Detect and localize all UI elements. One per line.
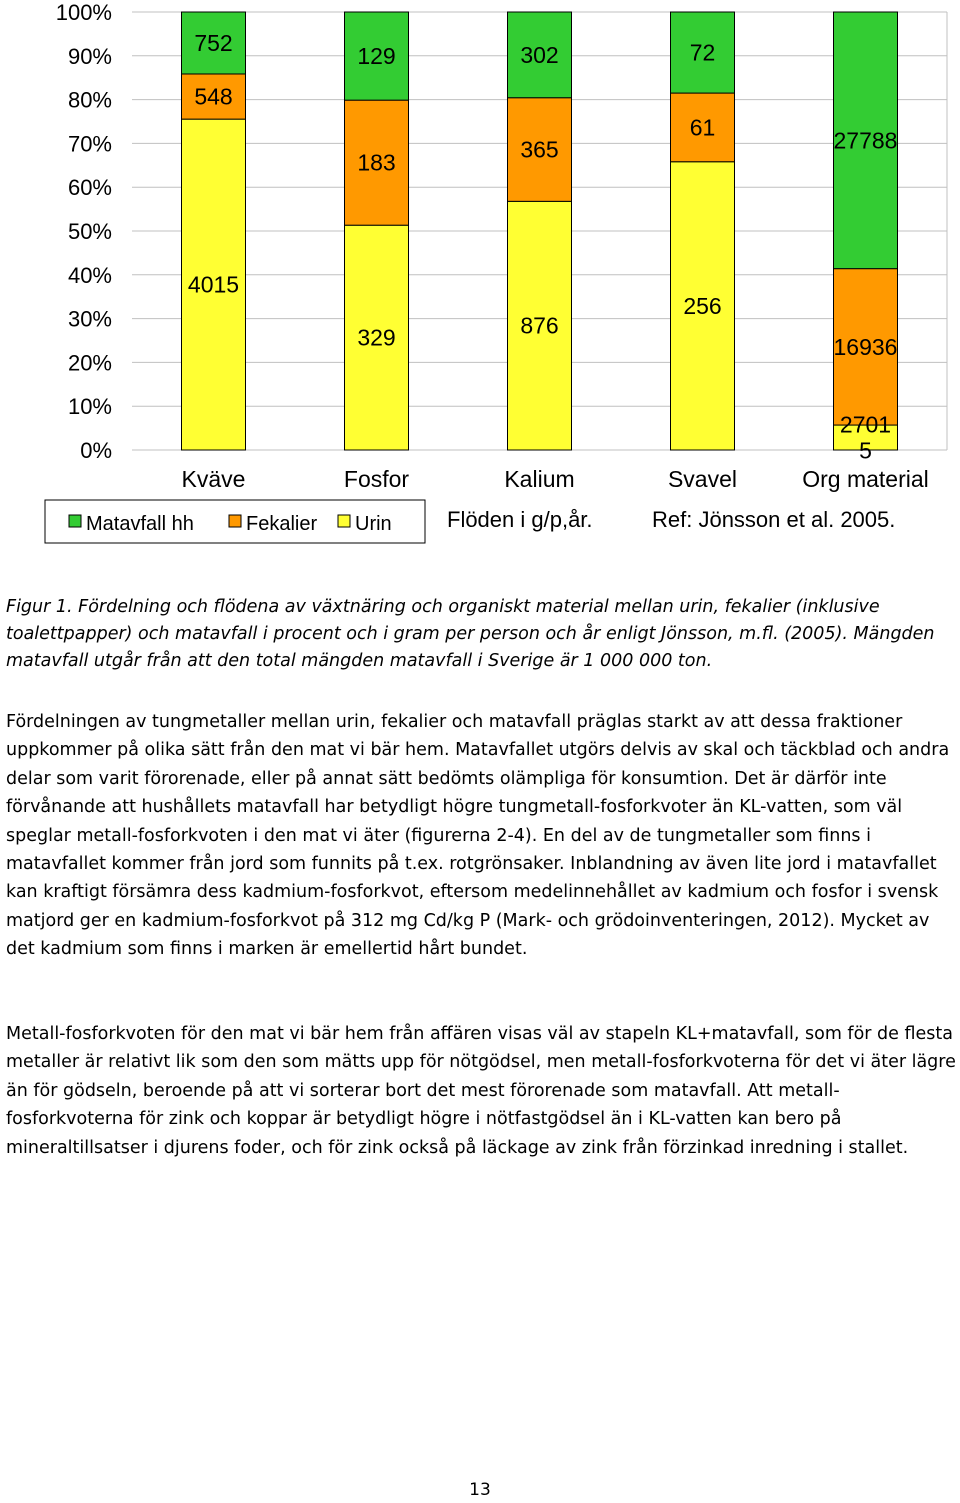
data-label: 365 [520,136,559,163]
data-label: 16936 [833,333,898,360]
data-label: 129 [357,43,396,70]
y-tick-label: 90% [67,43,112,69]
data-label: 548 [194,83,233,110]
data-label: 61 [689,114,716,141]
data-label: 5 [859,437,872,464]
legend-label: Fekalier [246,513,318,535]
legend-note: Flöden i g/p,år. [447,507,593,532]
data-label: 4015 [187,271,240,298]
x-tick-label: Kväve [181,466,246,492]
y-tick-label: 20% [67,350,112,376]
y-tick-label: 100% [55,0,112,25]
y-tick-label: 0% [80,438,112,463]
data-label: 72 [689,39,716,66]
legend-label: Urin [355,513,392,535]
y-tick-label: 10% [67,394,112,420]
x-axis-tick-labels [182,466,929,492]
figure-caption: Figur 1. Fördelning och flödena av växtnäring och organiskt material mellan urin, fekalier (inklusive toalettpapper) och matavfall i procent och i gram per person och år enligt Jönsson, m.fl. (2005). Mängden matavfall utgår från att den total mängden matavfall i Sverige är 1 000 000 ton. [6,597,935,671]
legend-swatch [229,515,241,527]
x-tick-label: Svavel [667,466,738,492]
data-label: 876 [520,312,559,339]
y-tick-label: 70% [67,131,112,157]
body-paragraph: Metall-fosforkvoten för den mat vi bär hem från affären visas väl av stapeln KL+matavfall, som för de flesta metaller är relativt lik som den som mätts upp för nötgödsel, men metall-fosforkvoterna för det vi äter lägre än för gödseln, beroende på att vi sorterar bort det mest förorenade som matavfall. Att metall-fosforkvoterna för zink och koppar är betydligt högre i nötfastgödsel än i KL-vatten kan bero på mineraltillsatser i djurens foder, och för zink också på läckage av zink från förzinkad inredning i stallet. [6,1024,956,1158]
y-tick-label: 50% [67,219,112,244]
x-tick-label: Org material [802,466,929,492]
x-tick-label: Fosfor [343,466,410,492]
body-paragraph: Fördelningen av tungmetaller mellan urin, fekalier och matavfall präglas starkt av att dessa fraktioner uppkommer på olika sätt från den mat vi bär hem. Matavfallet utgörs delvis av skal och täckblad och andra delar som varit förorenade, eller på annat sätt bedömts olämpliga för konsumtion. Det är därför inte förvånande att hushållets matavfall har betydligt högre tungmetall-fosforkvoter än KL-vatten, som väl speglar metall-fosforkvoten i den mat vi äter (figurerna 2-4). En del av de tungmetaller som finns i matavfallet kommer från jord som funnits på t.ex. rotgrönsaker. Inblandning av även lite jord i matavfallet kan kraftigt försämra dess kadmium-fosforkvot, eftersom medelinnehållet av kadmium och fosfor i svensk matjord ger en kadmium-fosforkvot på 312 mg Cd/kg P (Mark- och grödoinventeringen, 2012). Mycket av det kadmium som finns i marken är emellertid hårt bundet. [6,712,950,960]
data-label: 27788 [833,127,898,154]
y-axis-tick-labels [56,0,112,463]
data-label: 256 [683,292,722,319]
legend-label: Matavfall hh [86,513,194,535]
legend-swatch [69,515,81,527]
y-tick-label: 60% [67,175,112,201]
y-tick-label: 80% [67,87,112,113]
data-label: 329 [357,324,396,351]
data-label: 183 [357,149,396,176]
stacked-bar-chart [0,0,960,560]
chart-legend [45,500,895,543]
data-label: 2701 [839,411,892,438]
page-number: 13 [469,1480,491,1500]
data-label: 302 [520,41,559,68]
data-label: 752 [194,29,233,56]
legend-note: Ref: Jönsson et al. 2005. [652,507,896,532]
y-tick-label: 30% [67,306,112,332]
x-tick-label: Kalium [504,466,575,492]
legend-swatch [338,515,350,527]
y-tick-label: 40% [67,262,112,288]
